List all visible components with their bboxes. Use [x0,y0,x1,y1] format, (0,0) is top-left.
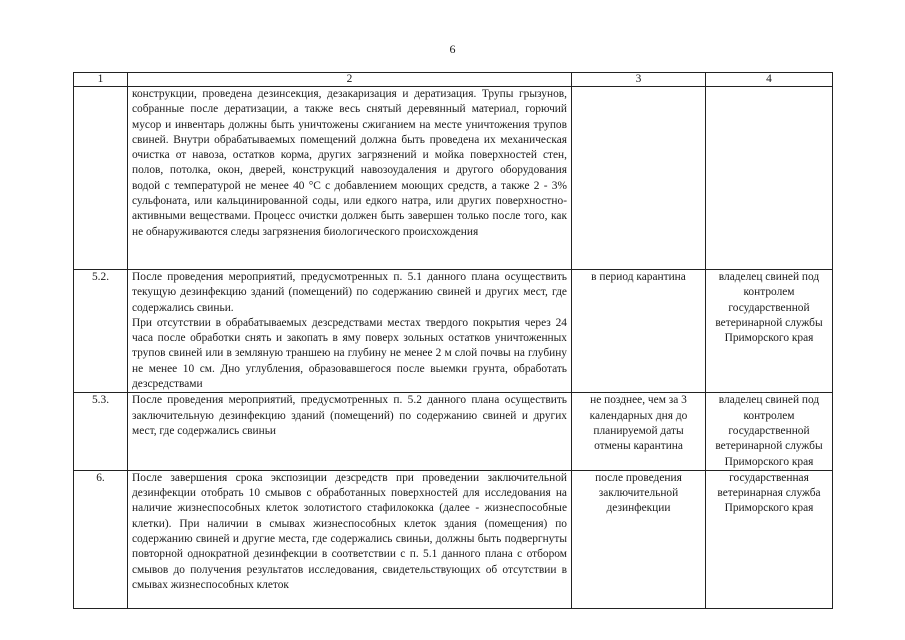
measure-text [128,87,572,270]
measure-paragraph: При отсутствии в обрабатываемых дезсредствами местах твердого покрытия через 24 часа после обработки снять и закопать в яму поверх зольных остатков уничтоженных трупов свиней или в земляную траншею на глубину не менее 2 м слой почвы на глубину не менее 10 см. Дно углубления, образовавшегося после выемки грунта, обработать дезсредствами [132,316,567,391]
measure-term: в период карантина [572,270,706,393]
measure-paragraph: После проведения мероприятий, предусмотренных п. 5.2 данного плана осуществить заключительную дезинфекцию зданий (помещений) по содержанию свиней и других мест, где содержались свиньи [132,394,567,437]
row-number: 5.2. [74,270,128,393]
header-col-3: 3 [572,73,706,87]
header-col-4: 4 [706,73,833,87]
header-col-1: 1 [74,73,128,87]
table-row [74,393,833,470]
measure-text [128,393,572,470]
header-col-2: 2 [128,73,572,87]
measure-responsible: государственная ветеринарная служба Приморского края [706,470,833,608]
table-row [74,87,833,270]
row-number: 6. [74,470,128,608]
measure-responsible: владелец свиней под контролем государственной ветеринарной службы Приморского края [706,270,833,393]
measure-responsible [706,87,833,270]
row-number: 5.3. [74,393,128,470]
measure-paragraph: конструкции, проведена дезинсекция, дезакаризация и дератизация. Трупы грызунов, собранные после дератизации, а также весь снятый деревянный материал, горючий мусор и инвентарь должны быть уничтожены сжиганием на месте уничтожения трупов свиней. Внутри обрабатываемых помещений должна быть проведена их механическая очистка от навоза, остатков корма, других загрязнений и мойка поверхностей стен, полов, потолка, окон, дверей, конструкций навозоудаления и другого оборудования водой с температурой не менее 40 °С с добавлением моющих средств, а также 2 - 3% сульфоната, или кальцинированной соды, или едкого натра, или других поверхностно-активными веществами. Процесс очистки должен быть завершен только после того, как не обнаруживаются следы загрязнения биологического происхождения [132,88,567,238]
measure-term: после проведения заключительной дезинфекции [572,470,706,608]
page-number: 6 [449,42,456,56]
measure-paragraph: После проведения мероприятий, предусмотренных п. 5.1 данного плана осуществить текущую дезинфекцию зданий (помещений) по содержанию свиней и других мест, где содержались свиньи. [132,271,567,314]
row-number [74,87,128,270]
measures-table [73,72,833,609]
measure-term: не позднее, чем за 3 календарных дня до планируемой даты отмены карантина [572,393,706,470]
measure-text [128,270,572,393]
measure-paragraph: После завершения срока экспозиции дезсредств при проведении заключительной дезинфекции отобрать 10 смывов с обработанных поверхностей для исследования на наличие жизнеспособных клеток золотистого стафилококка (далее - жизнеспособные клетки). При наличии в смывах жизнеспособных клеток здания (помещения) по содержанию свиней и другие места, где содержались свиньи, должны быть подвергнуты повторной однократной дезинфекции в соответствии с п. 5.1 данного плана с отбором смывов до получения результатов исследования, свидетельствующих об отсутствии в смывах жизнеспособных клеток [132,471,567,591]
measure-term [572,87,706,270]
measure-responsible: владелец свиней под контролем государственной ветеринарной службы Приморского края [706,393,833,470]
table-header-row [74,73,833,87]
table-row [74,470,833,608]
table-row [74,270,833,393]
measure-text [128,470,572,608]
